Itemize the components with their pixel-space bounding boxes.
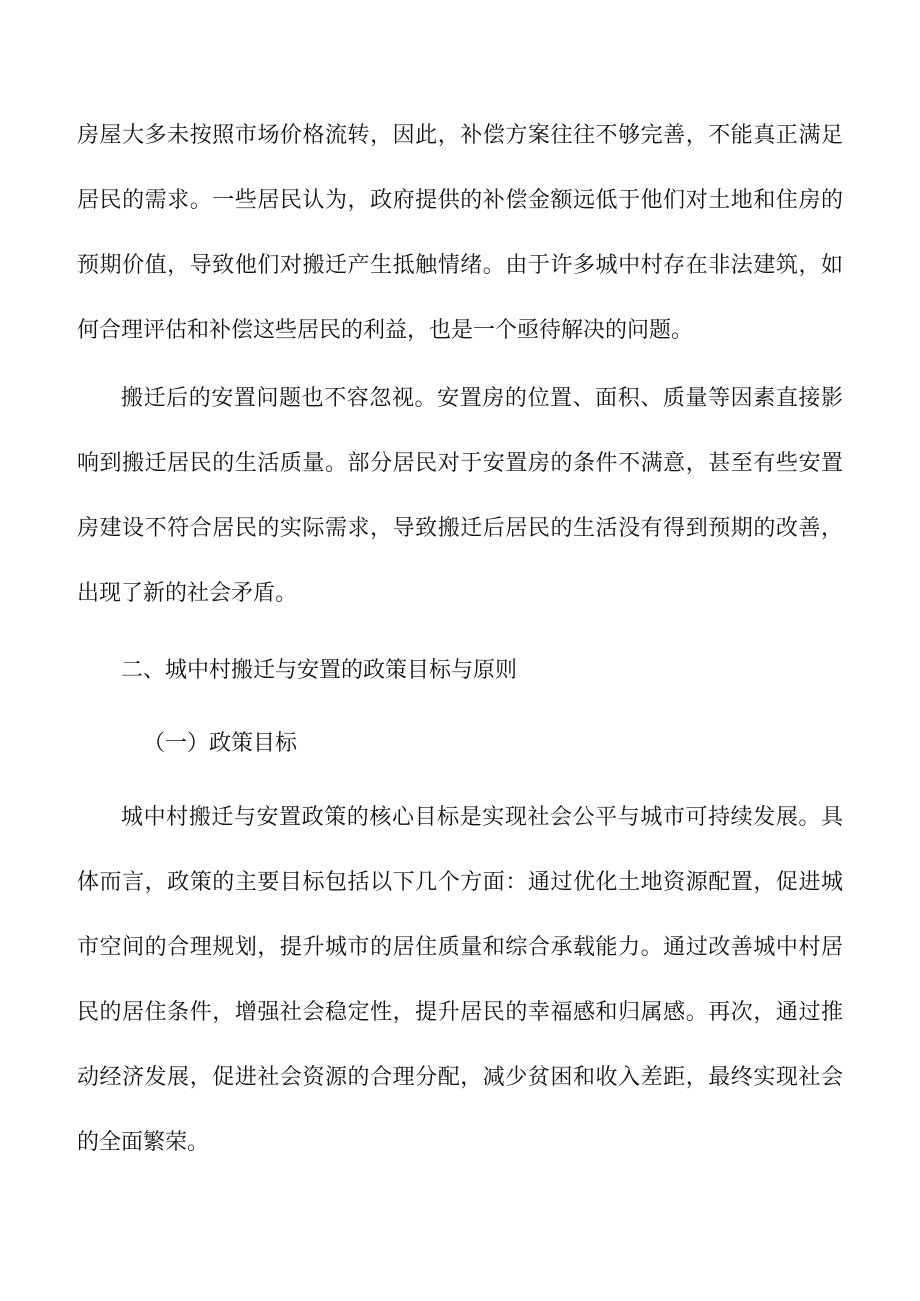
body-paragraph-resettlement: 搬迁后的安置问题也不容忽视。安置房的位置、面积、质量等因素直接影响到搬迁居民的生活质量。部分居民对于安置房的条件不满意，甚至有些安置房建设不符合居民的实际需求，导致搬迁后居民的生活没有得到预期的改善，出现了新的社会矛盾。	[77, 386, 843, 606]
body-paragraph-continued: 房屋大多未按照市场价格流转，因此，补偿方案往往不够完善，不能真正满足居民的需求。一些居民认为，政府提供的补偿金额远低于他们对土地和住房的预期价值，导致他们对搬迁产生抵触情绪。由于许多城中村存在非法建筑，如何合理评估和补偿这些居民的利益，也是一个亟待解决的问题。	[77, 123, 843, 343]
body-paragraph-policy-goals: 城中村搬迁与安置政策的核心目标是实现社会公平与城市可持续发展。具体而言，政策的主要目标包括以下几个方面：通过优化土地资源配置，促进城市空间的合理规划，提升城市的居住质量和综合承载能力。通过改善城中村居民的居住条件，增强社会稳定性，提升居民的幸福感和归属感。再次，通过推动经济发展，促进社会资源的合理分配，减少贫困和收入差距，最终实现社会的全面繁荣。	[77, 805, 843, 1155]
subsection-heading: （一）政策目标	[143, 731, 298, 756]
section-heading: 二、城中村搬迁与安置的政策目标与原则	[121, 658, 518, 683]
